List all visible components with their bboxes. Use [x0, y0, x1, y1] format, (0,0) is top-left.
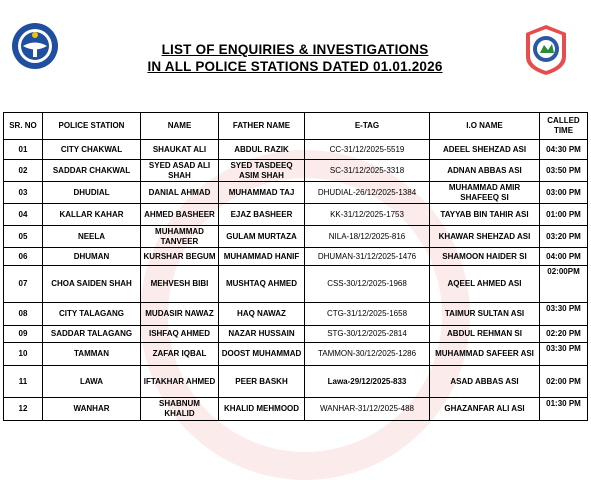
cell-e-tag: DHUDIAL-26/12/2025-1384 [305, 182, 430, 204]
cell-io-name: ADEEL SHEHZAD ASI [430, 140, 540, 160]
cell-name: MEHVESH BIBI [141, 266, 219, 303]
cell-father-name: PEER BASKH [219, 366, 305, 398]
col-header-io-name: I.O NAME [430, 113, 540, 140]
col-header-called-time: CALLED TIME [540, 113, 588, 140]
cell-e-tag: WANHAR-31/12/2025-488 [305, 398, 430, 421]
cell-police-station: WANHAR [43, 398, 141, 421]
table-row [4, 366, 588, 398]
cell-father-name: KHALID MEHMOOD [219, 398, 305, 421]
cell-io-name: MUHAMMAD SAFEER ASI [430, 343, 540, 366]
cell-father-name: DOOST MUHAMMAD [219, 343, 305, 366]
cell-called-time: 04:00 PM [540, 248, 588, 266]
table-row [4, 204, 588, 226]
table-row [4, 182, 588, 204]
cell-name: IFTAKHAR AHMED [141, 366, 219, 398]
cell-police-station: CITY TALAGANG [43, 303, 141, 326]
enquiries-table [3, 112, 588, 421]
cell-e-tag: SC-31/12/2025-3318 [305, 160, 430, 182]
cell-called-time: 02:00 PM [540, 366, 588, 398]
cell-e-tag: CTG-31/12/2025-1658 [305, 303, 430, 326]
cell-called-time: 03:20 PM [540, 226, 588, 248]
cell-called-time: 03:50 PM [540, 160, 588, 182]
cell-father-name: GULAM MURTAZA [219, 226, 305, 248]
cell-police-station: CITY CHAKWAL [43, 140, 141, 160]
cell-called-time: 03:30 PM [540, 303, 588, 326]
cell-sr-no: 12 [4, 398, 43, 421]
col-header-e-tag: E-TAG [305, 113, 430, 140]
cell-police-station: SADDAR TALAGANG [43, 326, 141, 343]
cell-called-time: 02:20 PM [540, 326, 588, 343]
cell-sr-no: 01 [4, 140, 43, 160]
table-row [4, 140, 588, 160]
cell-name: SHAUKAT ALI [141, 140, 219, 160]
col-header-police-station: POLICE STATION [43, 113, 141, 140]
cell-police-station: CHOA SAIDEN SHAH [43, 266, 141, 303]
cell-name: DANIAL AHMAD [141, 182, 219, 204]
cell-sr-no: 04 [4, 204, 43, 226]
cell-name: MUHAMMAD TANVEER [141, 226, 219, 248]
cell-io-name: GHAZANFAR ALI ASI [430, 398, 540, 421]
cell-name: KURSHAR BEGUM [141, 248, 219, 266]
page-subtitle: IN ALL POLICE STATIONS DATED 01.01.2026 [147, 59, 443, 74]
cell-called-time: 02:00PM [540, 266, 588, 303]
col-header-name: NAME [141, 113, 219, 140]
cell-io-name: TAIMUR SULTAN ASI [430, 303, 540, 326]
cell-father-name: MUSHTAQ AHMED [219, 266, 305, 303]
cell-sr-no: 09 [4, 326, 43, 343]
cell-father-name: MUHAMMAD HANIF [219, 248, 305, 266]
cell-name: MUDASIR NAWAZ [141, 303, 219, 326]
cell-police-station: NEELA [43, 226, 141, 248]
cell-police-station: LAWA [43, 366, 141, 398]
cell-called-time: 04:30 PM [540, 140, 588, 160]
cell-called-time: 01:00 PM [540, 204, 588, 226]
cell-called-time: 03:00 PM [540, 182, 588, 204]
cell-e-tag: TAMMON-30/12/2025-1286 [305, 343, 430, 366]
table-row [4, 226, 588, 248]
cell-sr-no: 05 [4, 226, 43, 248]
table-row [4, 326, 588, 343]
table-row [4, 266, 588, 303]
cell-father-name: NAZAR HUSSAIN [219, 326, 305, 343]
cell-io-name: KHAWAR SHEHZAD ASI [430, 226, 540, 248]
cell-io-name: ABDUL REHMAN SI [430, 326, 540, 343]
cell-io-name: TAYYAB BIN TAHIR ASI [430, 204, 540, 226]
cell-e-tag: CC-31/12/2025-5519 [305, 140, 430, 160]
cell-called-time: 01:30 PM [540, 398, 588, 421]
table-row [4, 160, 588, 182]
cell-father-name: MUHAMMAD TAJ [219, 182, 305, 204]
cell-e-tag: STG-30/12/2025-2814 [305, 326, 430, 343]
cell-called-time: 03:30 PM [540, 343, 588, 366]
cell-police-station: SADDAR CHAKWAL [43, 160, 141, 182]
col-header-father-name: FATHER NAME [219, 113, 305, 140]
cell-sr-no: 07 [4, 266, 43, 303]
cell-name: AHMED BASHEER [141, 204, 219, 226]
cell-e-tag: KK-31/12/2025-1753 [305, 204, 430, 226]
cell-father-name: SYED TASDEEQ ASIM SHAH [219, 160, 305, 182]
cell-police-station: KALLAR KAHAR [43, 204, 141, 226]
col-header-sr-no: SR. NO [4, 113, 43, 140]
cell-e-tag: CSS-30/12/2025-1968 [305, 266, 430, 303]
cell-io-name: ADNAN ABBAS ASI [430, 160, 540, 182]
cell-sr-no: 10 [4, 343, 43, 366]
cell-sr-no: 02 [4, 160, 43, 182]
cell-e-tag: DHUMAN-31/12/2025-1476 [305, 248, 430, 266]
punjab-police-logo-icon [11, 22, 59, 70]
table-row [4, 343, 588, 366]
cell-io-name: ASAD ABBAS ASI [430, 366, 540, 398]
district-police-chakwal-logo-icon [522, 23, 570, 77]
cell-sr-no: 06 [4, 248, 43, 266]
table-row [4, 303, 588, 326]
table-row [4, 398, 588, 421]
table-header-row [4, 113, 588, 140]
cell-sr-no: 08 [4, 303, 43, 326]
cell-name: SYED ASAD ALI SHAH [141, 160, 219, 182]
cell-police-station: DHUMAN [43, 248, 141, 266]
cell-io-name: MUHAMMAD AMIR SHAFEEQ SI [430, 182, 540, 204]
cell-io-name: SHAMOON HAIDER SI [430, 248, 540, 266]
cell-name: ISHFAQ AHMED [141, 326, 219, 343]
table-row [4, 248, 588, 266]
cell-name: SHABNUM KHALID [141, 398, 219, 421]
cell-io-name: AQEEL AHMED ASI [430, 266, 540, 303]
cell-name: ZAFAR IQBAL [141, 343, 219, 366]
cell-e-tag: Lawa-29/12/2025-833 [305, 366, 430, 398]
page-title: LIST OF ENQUIRIES & INVESTIGATIONS [161, 42, 429, 57]
cell-sr-no: 03 [4, 182, 43, 204]
cell-sr-no: 11 [4, 366, 43, 398]
cell-father-name: EJAZ BASHEER [219, 204, 305, 226]
cell-father-name: HAQ NAWAZ [219, 303, 305, 326]
cell-father-name: ABDUL RAZIK [219, 140, 305, 160]
cell-e-tag: NILA-18/12/2025-816 [305, 226, 430, 248]
cell-police-station: DHUDIAL [43, 182, 141, 204]
cell-police-station: TAMMAN [43, 343, 141, 366]
